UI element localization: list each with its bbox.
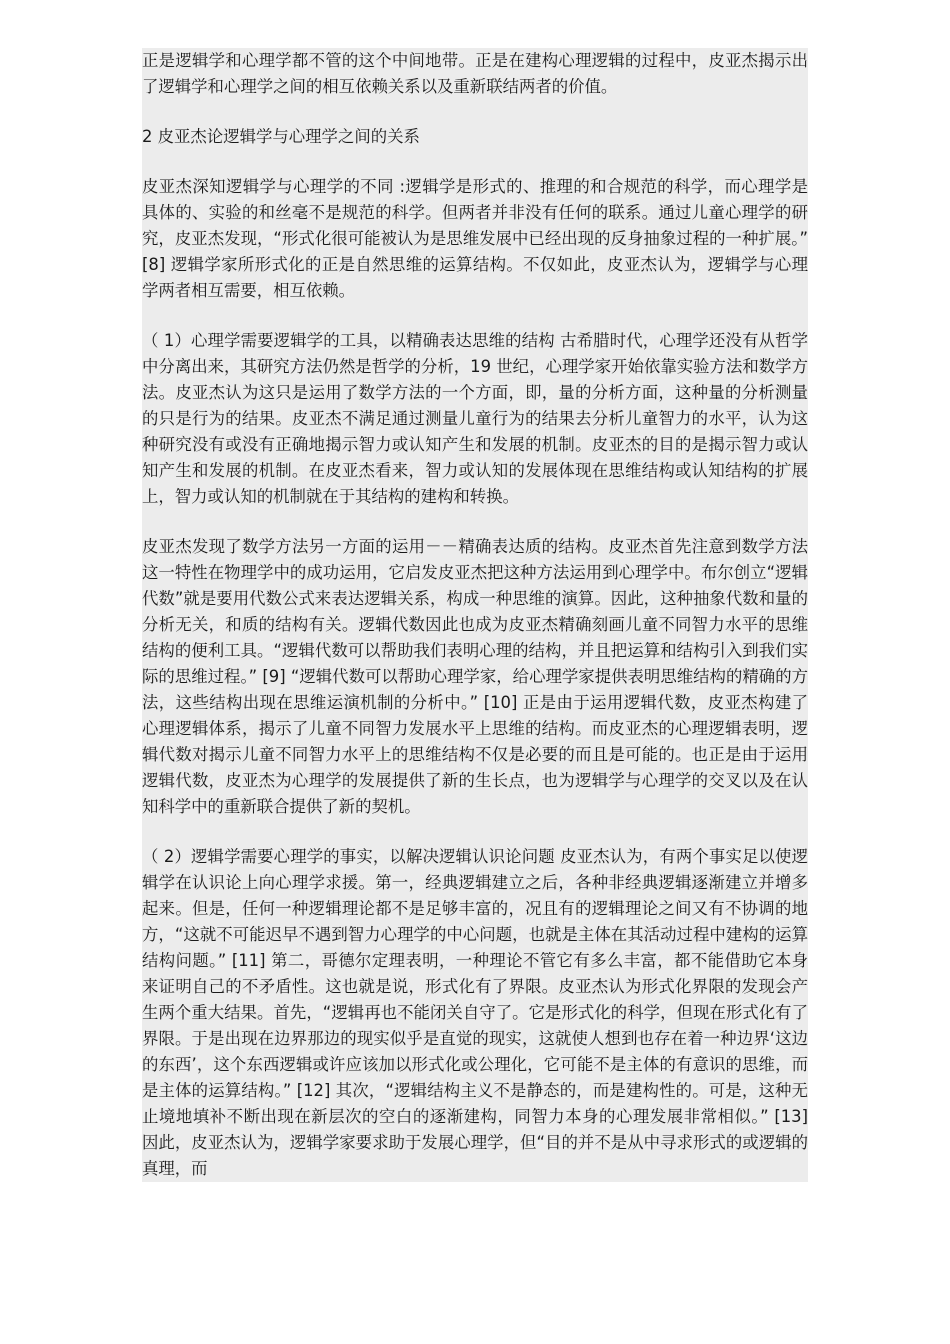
section-heading: 2 皮亚杰论逻辑学与心理学之间的关系 [142,127,420,146]
paragraph-point-1-continued: 皮亚杰发现了数学方法另一方面的运用－－精确表达质的结构。皮亚杰首先注意到数学方法这一特性在物理学中的成功运用，它启发皮亚杰把这种方法运用到心理学中。布尔创立“逻辑代数”就是要用代数公式来表达逻辑关系，构成一种思维的演算。因此，这种抽象代数和量的分析无关，和质的结构有关。逻辑代数因此也成为皮亚杰精确刻画儿童不同智力水平的思维结构的便利工具。“逻辑代数可以帮助我们表明心理的结构，并且把运算和结构引入到我们实际的思维过程。” [9] “逻辑代数可以帮助心理学家，给心理学家提供表明思维结构的精确的方法，这些结构出现在思维运演机制的分析中。” [10] 正是由于运用逻辑代数，皮亚杰构建了心理逻辑体系，揭示了儿童不同智力发展水平上思维的结构。而皮亚杰的心理逻辑表明，逻辑代数对揭示儿童不同智力水平上的思维结构不仅是必要的而且是可能的。也正是由于运用逻辑代数，皮亚杰为心理学的发展提供了新的生长点，也为逻辑学与心理学的交叉以及在认知科学中的重新联合提供了新的契机。 [142,537,808,816]
paragraph-gap [142,820,808,844]
paragraph-gap [142,304,808,328]
paragraph-section-intro: 皮亚杰深知逻辑学与心理学的不同 :逻辑学是形式的、推理的和合规范的科学，而心理学是具体的、实验的和丝毫不是规范的科学。但两者并非没有任何的联系。通过儿童心理学的研究，皮亚杰发现，“形式化很可能被认为是思维发展中已经出现的反身抽象过程的一种扩展。” [8] 逻辑学家所形式化的正是自然思维的运算结构。不仅如此，皮亚杰认为，逻辑学与心理学两者相互需要，相互依赖。 [142,177,808,300]
paragraph-gap [142,100,808,124]
paragraph-gap [142,510,808,534]
paragraph-point-2: （ 2）逻辑学需要心理学的事实，以解决逻辑认识论问题 皮亚杰认为，有两个事实足以使逻辑学在认识论上向心理学求援。第一，经典逻辑建立之后，各种非经典逻辑逐渐建立并增多起来。但是，任何一种逻辑理论都不是足够丰富的，况且有的逻辑理论之间又有不协调的地方，“这就不可能迟早不遇到智力心理学的中心问题，也就是主体在其活动过程中建构的运算结构问题。” [11] 第二，哥德尔定理表明，一种理论不管它有多么丰富，都不能借助它本身来证明自己的不矛盾性。这也就是说，形式化有了界限。皮亚杰认为形式化界限的发现会产生两个重大结果。首先，“逻辑再也不能闭关自守了。它是形式化的科学，但现在形式化有了界限。于是出现在边界那边的现实似乎是直觉的现实，这就使人想到也存在着一种边界‘这边的东西’，这个东西逻辑或许应该加以形式化或公理化，它可能不是主体的有意识的思维，而是主体的运算结构。” [12] 其次，“逻辑结构主义不是静态的，而是建构性的。可是，这种无止境地填补不断出现在新层次的空白的逐渐建构，同智力本身的心理发展非常相似。” [13] 因此，皮亚杰认为，逻辑学家要求助于发展心理学，但“目的并不是从中寻求形式的或逻辑的真理，而 [142,847,808,1178]
paragraph-point-1: （ 1）心理学需要逻辑学的工具，以精确表达思维的结构 古希腊时代，心理学还没有从哲学中分离出来，其研究方法仍然是哲学的分析，19 世纪，心理学家开始依靠实验方法和数学方法。皮亚杰认为这只是运用了数学方法的一个方面，即，量的分析方面，这种量的分析测量的只是行为的结果。皮亚杰不满足通过测量儿童行为的结果去分析儿童智力的水平，认为这种研究没有或没有正确地揭示智力或认知产生和发展的机制。皮亚杰的目的是揭示智力或认知产生和发展的机制。在皮亚杰看来，智力或认知的发展体现在思维结构或认知结构的扩展上，智力或认知的机制就在于其结构的建构和转换。 [142,331,808,506]
paragraph-intro-tail: 正是逻辑学和心理学都不管的这个中间地带。正是在建构心理逻辑的过程中，皮亚杰揭示出了逻辑学和心理学之间的相互依赖关系以及重新联结两者的价值。 [142,51,808,96]
document-body [142,48,808,1182]
paragraph-gap [142,150,808,174]
